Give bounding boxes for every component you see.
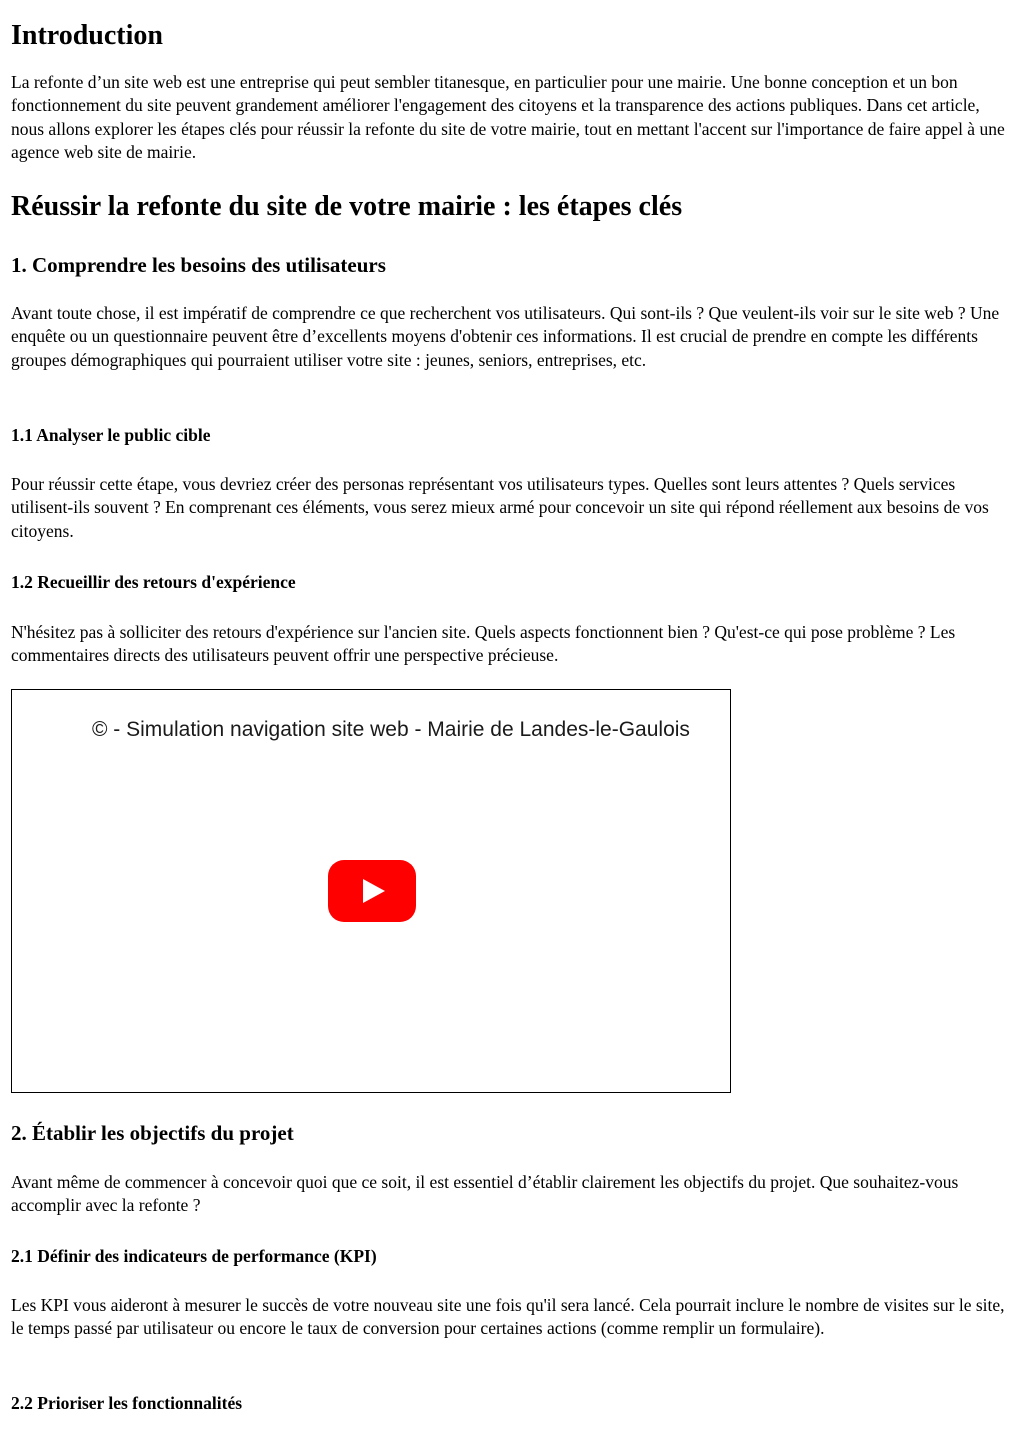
step1-heading: 1. Comprendre les besoins des utilisateurs: [11, 253, 386, 277]
video-title[interactable]: © - Simulation navigation site web - Mairie de Landes-le-Gaulois: [92, 718, 690, 741]
step2-sub1-heading: 2.1 Définir des indicateurs de performance (KPI): [11, 1246, 377, 1266]
step2-paragraph: Avant même de commencer à concevoir quoi que ce soit, il est essentiel d’établir clairement les objectifs du projet. Que souhaitez-vous accomplir avec la refonte ?: [11, 1172, 959, 1216]
youtube-play-icon: [328, 860, 416, 922]
step1-sub2-paragraph: N'hésitez pas à solliciter des retours d'expérience sur l'ancien site. Quels aspects fonctionnent bien ? Qu'est-ce qui pose problème ? Les commentaires directs des utilisateurs peuvent offrir une perspective précieuse.: [11, 622, 956, 666]
intro-paragraph: La refonte d’un site web est une entreprise qui peut sembler titanesque, en particulier pour une mairie. Une bonne conception et un bon fonctionnement du site peuvent grandement améliorer l'engagement des citoyens et la transparence des actions publiques. Dans cet article, nous allons explorer les étapes clés pour réussir la refonte du site de votre mairie, tout en mettant l'accent sur l'importance de faire appel à une agence web site de mairie.: [11, 72, 1005, 162]
step1-sub1-heading: 1.1 Analyser le public cible: [11, 425, 211, 445]
step2-heading: 2. Établir les objectifs du projet: [11, 1121, 294, 1145]
step1-paragraph: Avant toute chose, il est impératif de comprendre ce que recherchent vos utilisateurs. Qui sont-ils ? Que veulent-ils voir sur le site web ? Une enquête ou un questionnaire peuvent être d’excellents moyens d'obtenir ces informations. Il est crucial de prendre en compte les différents groupes démographiques qui pourraient utiliser votre site : jeunes, seniors, entreprises, etc.: [11, 303, 1000, 370]
play-button[interactable]: [328, 860, 416, 922]
step1-sub2-heading: 1.2 Recueillir des retours d'expérience: [11, 572, 296, 592]
main-heading: Réussir la refonte du site de votre mairie : les étapes clés: [11, 191, 683, 222]
intro-heading: Introduction: [11, 20, 163, 51]
step2-sub2-heading: 2.2 Prioriser les fonctionnalités: [11, 1393, 243, 1413]
video-embed[interactable]: [11, 689, 731, 1093]
step2-sub1-paragraph: Les KPI vous aideront à mesurer le succès de votre nouveau site une fois qu'il sera lancé. Cela pourrait inclure le nombre de visites sur le site, le temps passé par utilisateur ou encore le taux de conversion pour certaines actions (comme remplir un formulaire).: [11, 1295, 1005, 1339]
step1-sub1-paragraph: Pour réussir cette étape, vous devriez créer des personas représentant vos utilisateurs types. Quelles sont leurs attentes ? Quels services utilisent-ils souvent ? En comprenant ces éléments, vous serez mieux armé pour concevoir un site qui répond réellement aux besoins de vos citoyens.: [11, 474, 989, 541]
